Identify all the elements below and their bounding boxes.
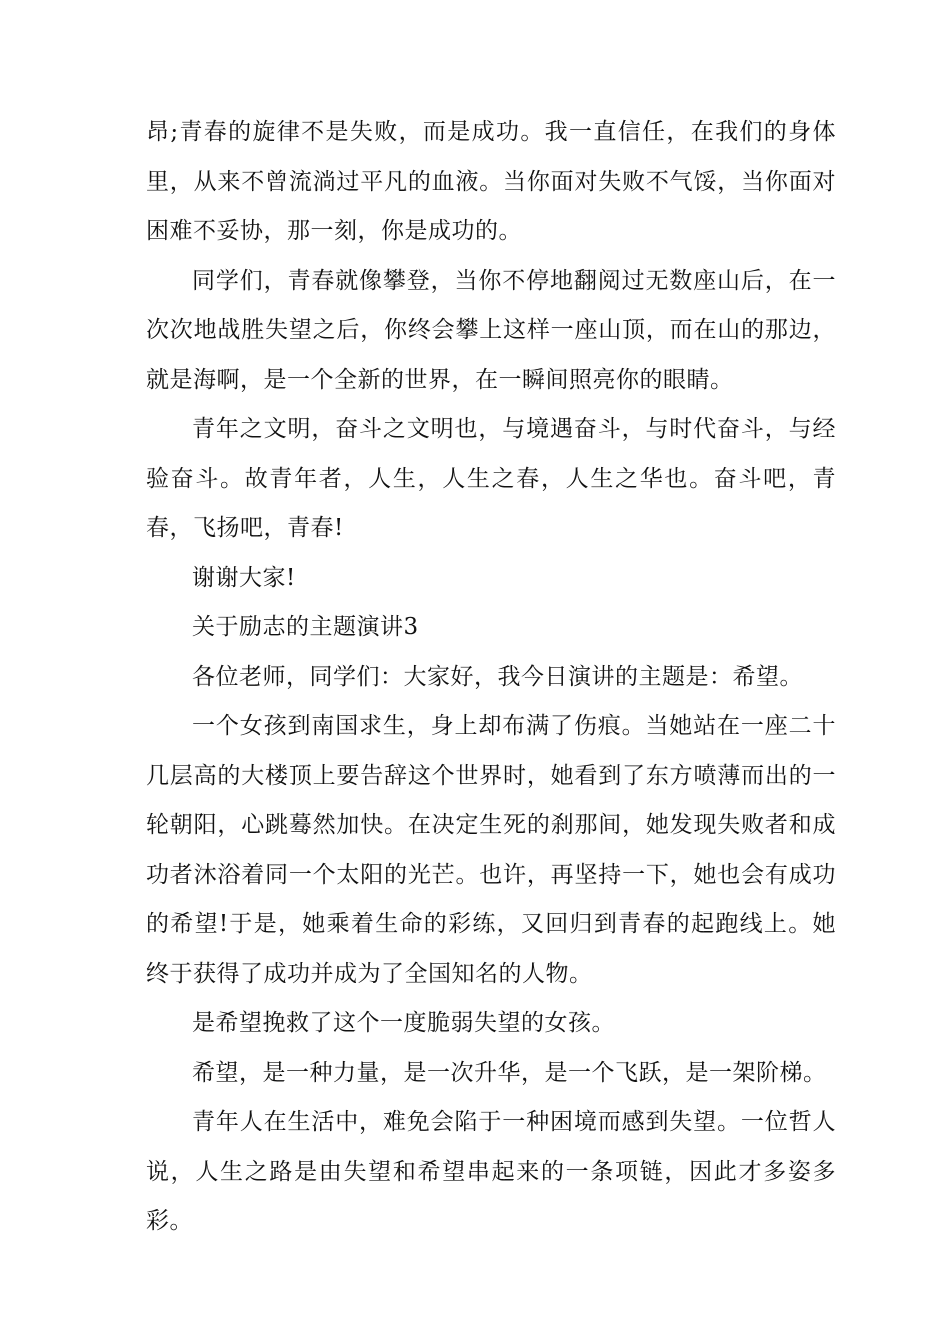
paragraph-continuation: 昂;青春的旋律不是失败，而是成功。我一直信任，在我们的身体里，从来不曾流淌过平凡的血液。当你面对失败不气馁，当你面对困难不妥协，那一刻，你是成功的。 bbox=[146, 119, 836, 244]
paragraph-youth-climbing: 同学们，青春就像攀登，当你不停地翻阅过无数座山后，在一次次地战胜失望之后，你终会攀上这样一座山顶，而在山的那边，就是海啊，是一个全新的世界，在一瞬间照亮你的眼睛。 bbox=[146, 267, 836, 393]
paragraph-youth-struggle: 青年之文明，奋斗之文明也，与境遇奋斗，与时代奋斗，与经验奋斗。故青年者，人生，人生之春，人生之华也。奋斗吧，青春，飞扬吧，青春! bbox=[146, 416, 836, 541]
section-heading: 关于励志的主题演讲3 bbox=[192, 614, 419, 640]
paragraph-thanks: 谢谢大家! bbox=[192, 564, 296, 591]
paragraph-girl-story: 一个女孩到南国求生，身上却布满了伤痕。当她站在一座二十几层高的大楼顶上要告辞这个世界时，她看到了东方喷薄而出的一轮朝阳，心跳蓦然加快。在决定生死的刹那间，她发现失败者和成功者沐浴着同一个太阳的光芒。也许，再坚持一下，她也会有成功的希望!于是，她乘着生命的彩练，又回归到青春的起跑线上。她终于获得了成功并成为了全国知名的人物。 bbox=[146, 713, 836, 987]
paragraph-hope-definition: 希望，是一种力量，是一次升华，是一个飞跃，是一架阶梯。 bbox=[192, 1059, 827, 1086]
paragraph-greeting: 各位老师，同学们：大家好，我今日演讲的主题是：希望。 bbox=[192, 663, 803, 690]
paragraph-young-people: 青年人在生活中，难免会陷于一种困境而感到失望。一位哲人说，人生之路是由失望和希望串起来的一条项链，因此才多姿多彩。 bbox=[146, 1109, 836, 1234]
document-body bbox=[146, 108, 836, 1247]
paragraph-hope-saved: 是希望挽救了这个一度脆弱失望的女孩。 bbox=[192, 1010, 615, 1036]
